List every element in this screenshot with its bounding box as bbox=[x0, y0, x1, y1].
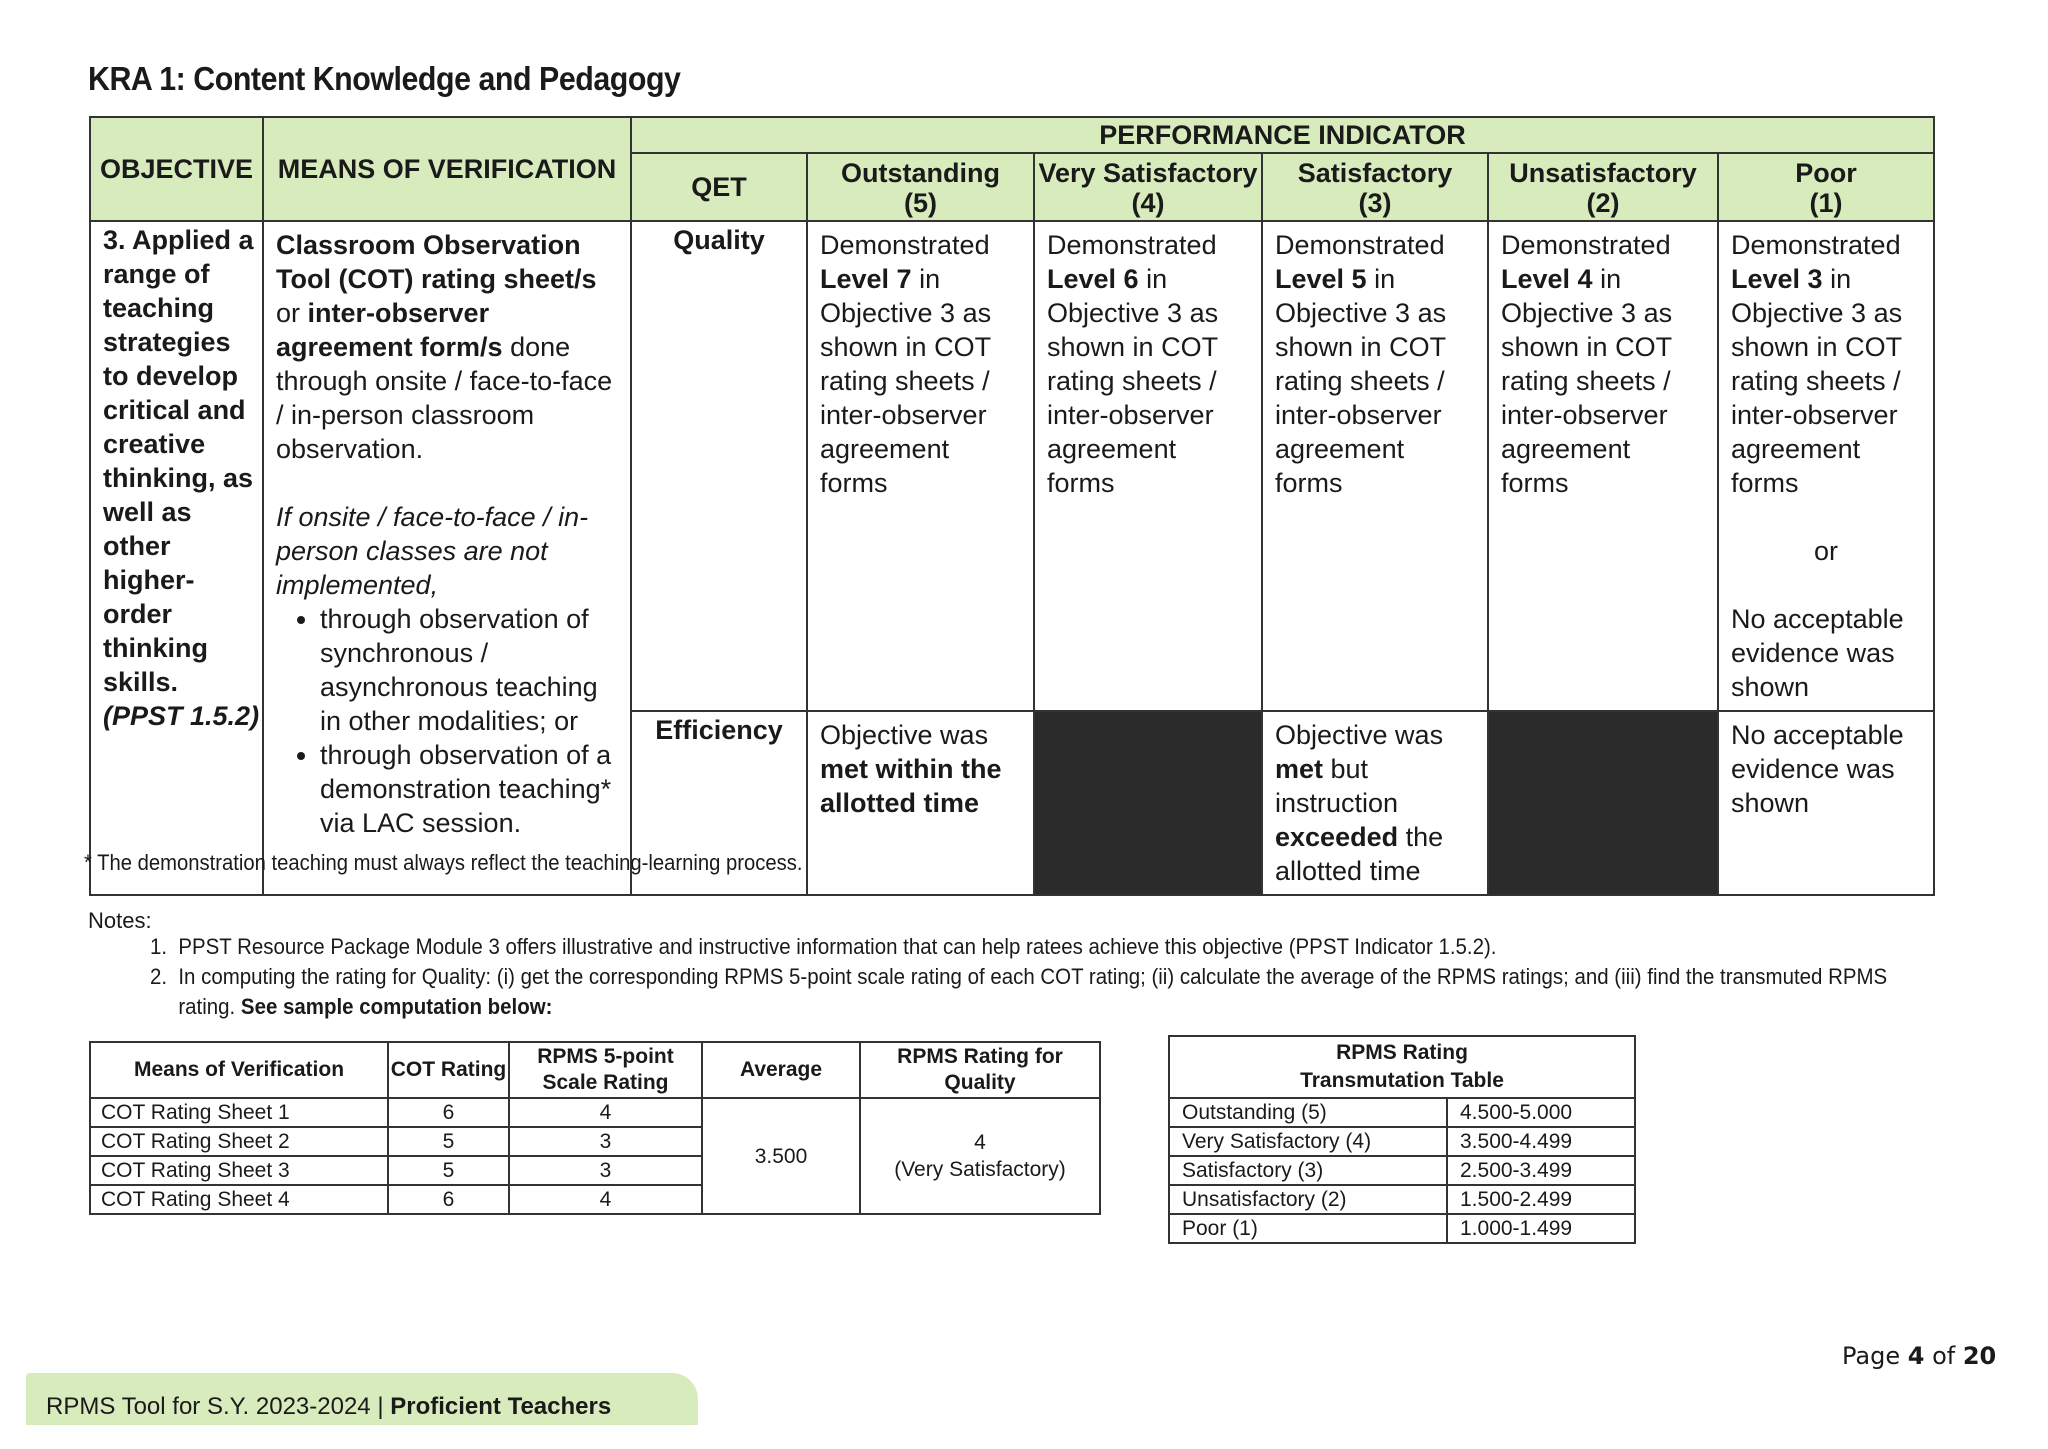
quality-poor-extra: No acceptable evidence was shown bbox=[1731, 604, 1904, 702]
sample-header-mov: Means of Verification bbox=[90, 1042, 388, 1098]
sample-header-rating: RPMS Rating for Quality bbox=[860, 1042, 1100, 1098]
header-objective: OBJECTIVE bbox=[90, 117, 263, 221]
quality-poor-or: or bbox=[1814, 536, 1839, 566]
notes-title: Notes: bbox=[88, 908, 152, 933]
header-performance-indicator: PERFORMANCE INDICATOR bbox=[631, 117, 1934, 153]
header-level-outstanding: Outstanding (5) bbox=[807, 153, 1034, 221]
table-row bbox=[1169, 1156, 1635, 1185]
page-number: Page 4 of 20 bbox=[1842, 1342, 1997, 1370]
sample-rpms: 4 bbox=[509, 1185, 702, 1214]
table-row bbox=[1169, 1214, 1635, 1243]
notes-list bbox=[130, 932, 1903, 1022]
sample-mov: COT Rating Sheet 3 bbox=[90, 1156, 388, 1185]
sample-average: 3.500 bbox=[702, 1098, 860, 1214]
efficiency-satisfactory: Objective was met but instruction exceeded the allotted time bbox=[1262, 711, 1488, 895]
sample-cot: 6 bbox=[388, 1185, 509, 1214]
objective-text: 3. Applied a range of teaching strategies to develop critical and creative thinking, as well as other higher-order thinking skills. bbox=[103, 225, 254, 697]
sample-rpms: 3 bbox=[509, 1156, 702, 1185]
transmutation-label: Outstanding (5) bbox=[1169, 1098, 1447, 1127]
sample-rpms: 3 bbox=[509, 1127, 702, 1156]
table-row bbox=[1169, 1185, 1635, 1214]
means-alternative: If onsite / face-to-face / in-person classes are not implemented, bbox=[276, 502, 589, 600]
header-level-very-satisfactory: Very Satisfactory (4) bbox=[1034, 153, 1262, 221]
transmutation-table bbox=[1168, 1035, 1636, 1244]
sample-rpms: 4 bbox=[509, 1098, 702, 1127]
efficiency-poor: No acceptable evidence was shown bbox=[1718, 711, 1934, 895]
table-row bbox=[1169, 1127, 1635, 1156]
quality-outstanding: Demonstrated Level 7 in Objective 3 as shown in COT rating sheets / inter-observer agreement forms bbox=[807, 221, 1034, 711]
header-level-poor: Poor (1) bbox=[1718, 153, 1934, 221]
sample-header-cot: COT Rating bbox=[388, 1042, 509, 1098]
means-cell bbox=[263, 221, 631, 895]
transmutation-range: 3.500-4.499 bbox=[1447, 1127, 1635, 1156]
quality-very-satisfactory: Demonstrated Level 6 in Objective 3 as shown in COT rating sheets / inter-observer agreement forms bbox=[1034, 221, 1262, 711]
note-item: 2. In computing the rating for Quality: (i) get the corresponding RPMS 5-point scale rating of each COT rating; (ii) calculate the average of the RPMS ratings; and (iii) find the transmuted RPMS rating. See sample computation below: bbox=[173, 962, 1903, 1022]
sample-mov: COT Rating Sheet 4 bbox=[90, 1185, 388, 1214]
means-or: or bbox=[276, 298, 308, 328]
sample-mov: COT Rating Sheet 1 bbox=[90, 1098, 388, 1127]
quality-satisfactory: Demonstrated Level 5 in Objective 3 as shown in COT rating sheets / inter-observer agreement forms bbox=[1262, 221, 1488, 711]
transmutation-label: Very Satisfactory (4) bbox=[1169, 1127, 1447, 1156]
efficiency-unsatisfactory-blank bbox=[1488, 711, 1718, 895]
sample-cot: 6 bbox=[388, 1098, 509, 1127]
objective-cell bbox=[90, 221, 263, 895]
qet-quality: Quality bbox=[631, 221, 807, 711]
note-item: 1. PPST Resource Package Module 3 offers illustrative and instructive information that can help ratees achieve this objective (PPST Indicator 1.5.2). bbox=[173, 932, 1903, 962]
transmutation-title: RPMS Rating Transmutation Table bbox=[1169, 1036, 1635, 1098]
transmutation-range: 2.500-3.499 bbox=[1447, 1156, 1635, 1185]
sample-header-rpms: RPMS 5-point Scale Rating bbox=[509, 1042, 702, 1098]
transmutation-range: 1.000-1.499 bbox=[1447, 1214, 1635, 1243]
transmutation-label: Poor (1) bbox=[1169, 1214, 1447, 1243]
quality-unsatisfactory: Demonstrated Level 4 in Objective 3 as shown in COT rating sheets / inter-observer agreement forms bbox=[1488, 221, 1718, 711]
table-row bbox=[90, 1098, 1100, 1127]
efficiency-very-satisfactory-blank bbox=[1034, 711, 1262, 895]
transmutation-label: Satisfactory (3) bbox=[1169, 1156, 1447, 1185]
means-bullet-list bbox=[276, 602, 618, 840]
table-row bbox=[1169, 1098, 1635, 1127]
means-inter-observer: inter-observer agreement form/s bbox=[276, 298, 503, 362]
means-bullet: • through observation of a demonstration teaching* via LAC session. bbox=[320, 738, 618, 840]
sample-rating: 4 (Very Satisfactory) bbox=[860, 1098, 1100, 1214]
transmutation-label: Unsatisfactory (2) bbox=[1169, 1185, 1447, 1214]
efficiency-outstanding: Objective was met within the allotted time bbox=[807, 711, 1034, 895]
header-level-unsatisfactory: Unsatisfactory (2) bbox=[1488, 153, 1718, 221]
header-means-of-verification: MEANS OF VERIFICATION bbox=[263, 117, 631, 221]
quality-poor: Demonstrated Level 3 in Objective 3 as shown in COT rating sheets / inter-observer agreement forms or No acceptable evidence was shown bbox=[1718, 221, 1934, 711]
page-title: KRA 1: Content Knowledge and Pedagogy bbox=[88, 60, 681, 97]
sample-computation-table bbox=[89, 1041, 1101, 1215]
footer-text: RPMS Tool for S.Y. 2023-2024 | Proficient Teachers bbox=[46, 1393, 612, 1420]
means-cot: Classroom Observation Tool (COT) rating sheet/s bbox=[276, 230, 597, 294]
transmutation-range: 4.500-5.000 bbox=[1447, 1098, 1635, 1127]
means-rest: done through onsite / face-to-face / in-person classroom observation. bbox=[276, 332, 613, 464]
transmutation-range: 1.500-2.499 bbox=[1447, 1185, 1635, 1214]
qet-efficiency: Efficiency bbox=[631, 711, 807, 895]
objective-ref: (PPST 1.5.2) bbox=[103, 701, 260, 731]
sample-mov: COT Rating Sheet 2 bbox=[90, 1127, 388, 1156]
sample-cot: 5 bbox=[388, 1127, 509, 1156]
header-level-satisfactory: Satisfactory (3) bbox=[1262, 153, 1488, 221]
header-qet: QET bbox=[631, 153, 807, 221]
footnote: * The demonstration teaching must always reflect the teaching-learning process. bbox=[84, 850, 803, 875]
kra-table bbox=[89, 116, 1935, 896]
sample-header-average: Average bbox=[702, 1042, 860, 1098]
means-bullet: • through observation of synchronous / asynchronous teaching in other modalities; or bbox=[320, 602, 618, 738]
sample-cot: 5 bbox=[388, 1156, 509, 1185]
